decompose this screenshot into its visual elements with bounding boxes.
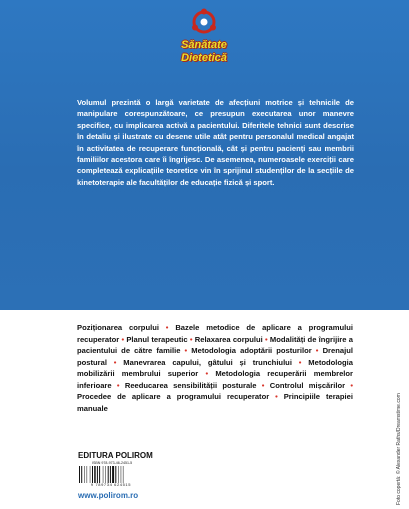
topic-bullet: • (189, 334, 193, 344)
topic-bullet: • (116, 380, 120, 390)
series-name-line2: Dietetică (181, 52, 227, 64)
topic-item: Poziționarea corpului (77, 323, 159, 332)
topic-item: Metodologia adoptării posturilor (191, 346, 312, 355)
barcode-bars (78, 466, 144, 483)
topic-bullet: • (165, 323, 169, 332)
series-logo-icon (190, 8, 218, 36)
series-name-line1: Sănătate (181, 39, 227, 51)
topic-bullet: • (184, 346, 188, 355)
topic-item: Bazele metodice de aplicare a programului recuperator (77, 323, 353, 344)
book-description: Volumul prezintă o largă varietate de afecțiuni motrice și tehnicile de manipulare corespunzătoare, ce presupun executarea unor manevre specifice, cu implicarea activă a pacientului. Diferitele tehnici sunt descrise în detaliu și ilustrate cu desene utile atât pentru personalul medical angajat în activitatea de recuperare funcțională, cât și pentru pacienți sau membrii familiilor acestora care îi îngrijesc. De asemenea, numeroasele exerciții care completează explicațiile teoretice vin în sprijinul studenților de la secțiile de kinetoterapie ale facultăților de educație fizică și sport. (77, 98, 354, 187)
isbn-barcode (78, 461, 144, 487)
photo-credit: Foto copertă: © Alexander Raths/Dreamstime.com (396, 393, 402, 505)
topic-item: Controlul mișcărilor (269, 380, 346, 390)
isbn-number: ISBN 978-973-46-2451-5 (92, 461, 133, 465)
topics-list (77, 322, 353, 414)
topic-bullet: • (113, 357, 117, 367)
topic-bullet: • (265, 334, 268, 344)
series-logo (168, 8, 240, 68)
publisher-website[interactable]: www.polirom.ro (78, 491, 139, 500)
topic-item: Procedee de aplicare a programului recuperator (77, 392, 270, 401)
topic-item: Modalități de îngrijire a pacientului de către familie (77, 334, 353, 355)
topic-item: Manevrarea capului, gâtului și trunchiului (123, 357, 292, 367)
topic-bullet: • (121, 334, 125, 344)
topic-item: Relaxarea corpului (194, 334, 263, 344)
topic-bullet: • (298, 357, 302, 367)
topic-item: Reeducarea sensibilității posturale (124, 380, 257, 390)
topic-item: Principiile terapiei manuale (77, 392, 353, 413)
topic-bullet: • (205, 369, 209, 378)
topic-bullet: • (315, 346, 319, 355)
topic-item: Drenajul postural (77, 346, 353, 367)
topic-bullet: • (275, 392, 278, 401)
topic-bullet: • (261, 380, 265, 390)
topic-bullet: • (350, 380, 353, 390)
topic-item: Metodologia recuperării membrelor inferioare (77, 369, 353, 390)
topic-item: Planul terapeutic (126, 334, 188, 344)
topic-item: Metodologia mobilizării membrului superior (77, 357, 353, 378)
barcode-digits: 9 789734 624515 (90, 482, 132, 487)
publisher-name: EDITURA POLIROM (78, 451, 153, 460)
